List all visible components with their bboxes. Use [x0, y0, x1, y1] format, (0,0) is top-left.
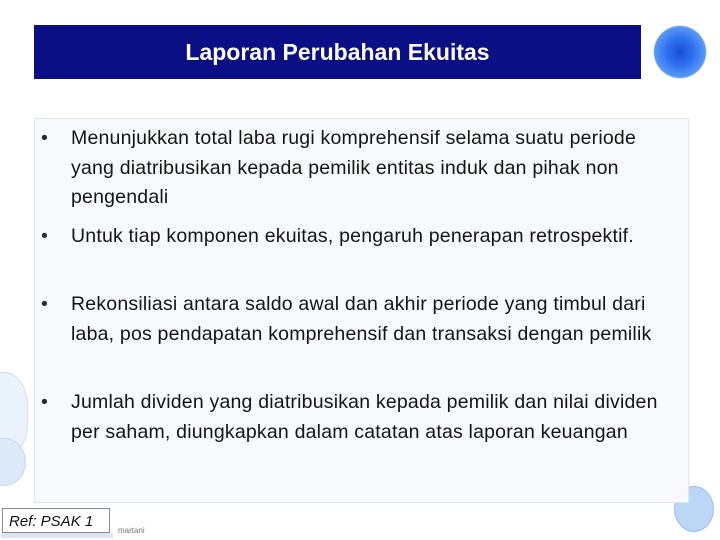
bullet-dot: •: [41, 225, 49, 247]
bullet-item: [41, 388, 681, 447]
bullet-text: Untuk tiap komponen ekuitas, pengaruh penerapan retrospektif.: [71, 225, 634, 247]
bullet-item: [41, 124, 681, 213]
slide-title-bar: [34, 25, 641, 79]
bullet-text: Rekonsiliasi antara saldo awal dan akhir periode yang timbul dari laba, pos pendapatan komprehensif dan transaksi dengan pemilik: [71, 293, 652, 345]
slide-title: Laporan Perubahan Ekuitas: [185, 38, 490, 65]
content-box: [34, 118, 689, 503]
reference-label: Ref: PSAK 1: [2, 508, 110, 533]
bullet-dot: •: [41, 293, 49, 315]
bullet-item: [41, 222, 681, 252]
footer-text: martani: [118, 526, 145, 535]
bullet-dot: •: [41, 127, 49, 149]
bullet-text: Jumlah dividen yang diatribusikan kepada pemilik dan nilai dividen per saham, diungkapkan dalam catatan atas laporan keuangan: [71, 391, 658, 443]
bullet-text: Menunjukkan total laba rugi komprehensif selama suatu periode yang diatribusikan kepada pemilik entitas induk dan pihak non pengendali: [71, 127, 637, 208]
decorative-orb: [654, 26, 706, 78]
bullet-item: [41, 290, 681, 349]
bullet-dot: •: [41, 391, 49, 413]
